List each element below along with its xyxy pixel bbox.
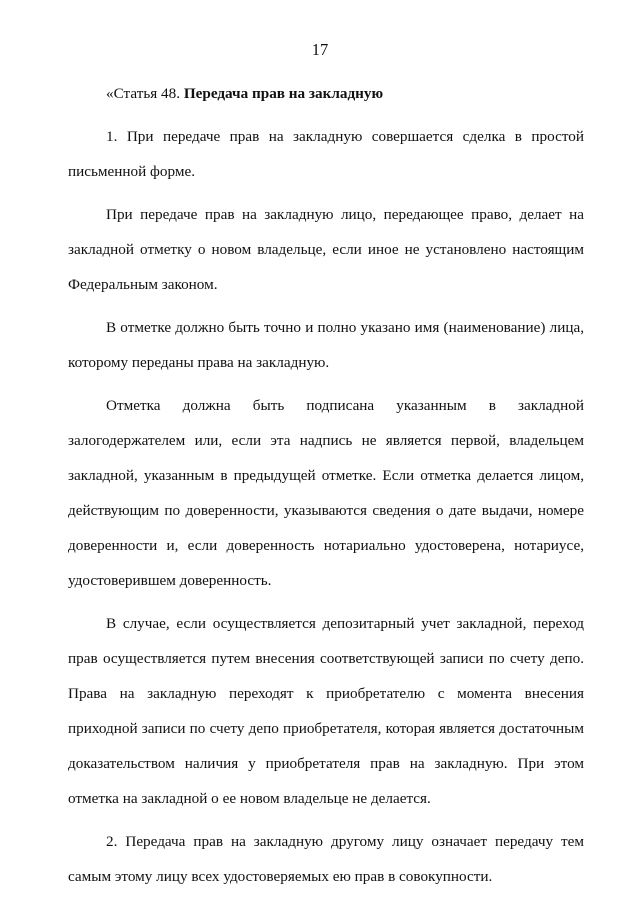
paragraph: 1. При передаче прав на закладную совершается сделка в простой письменной форме.: [68, 128, 584, 180]
paragraph: В случае, если осуществляется депозитарный учет закладной, переход прав осуществляется путем внесения соответствующей записи по счету депо. Права на закладную переходят к приобретателю с момента внесения приходной записи по счету депо приобретателя, которая является достаточным доказательством наличия у приобретателя прав на закладную. При этом отметка на закладной о ее новом владельце не делается.: [68, 615, 584, 807]
document-body: [68, 76, 584, 894]
paragraph: Отметка должна быть подписана указанным в закладной залогодержателем или, если эта надпись не является первой, владельцем закладной, указанным в предыдущей отметке. Если отметка делается лицом, действующим по доверенности, указываются сведения о дате выдачи, номере доверенности и, если доверенность нотариально удостоверена, нотариусе, удостоверившем доверенность.: [68, 397, 584, 589]
page-number: 17: [311, 40, 329, 59]
article-title: Передача прав на закладную: [183, 85, 384, 102]
paragraph: 2. Передача прав на закладную другому лицу означает передачу тем самым этому лицу всех удостоверяемых ею прав в совокупности.: [68, 833, 584, 885]
article-heading: [68, 76, 584, 111]
paragraph: При передаче прав на закладную лицо, передающее право, делает на закладной отметку о новом владельце, если иное не установлено настоящим Федеральным законом.: [68, 206, 584, 293]
article-number: «Статья 48.: [106, 85, 181, 102]
paragraph: В отметке должно быть точно и полно указано имя (наименование) лица, которому переданы права на закладную.: [68, 319, 584, 371]
